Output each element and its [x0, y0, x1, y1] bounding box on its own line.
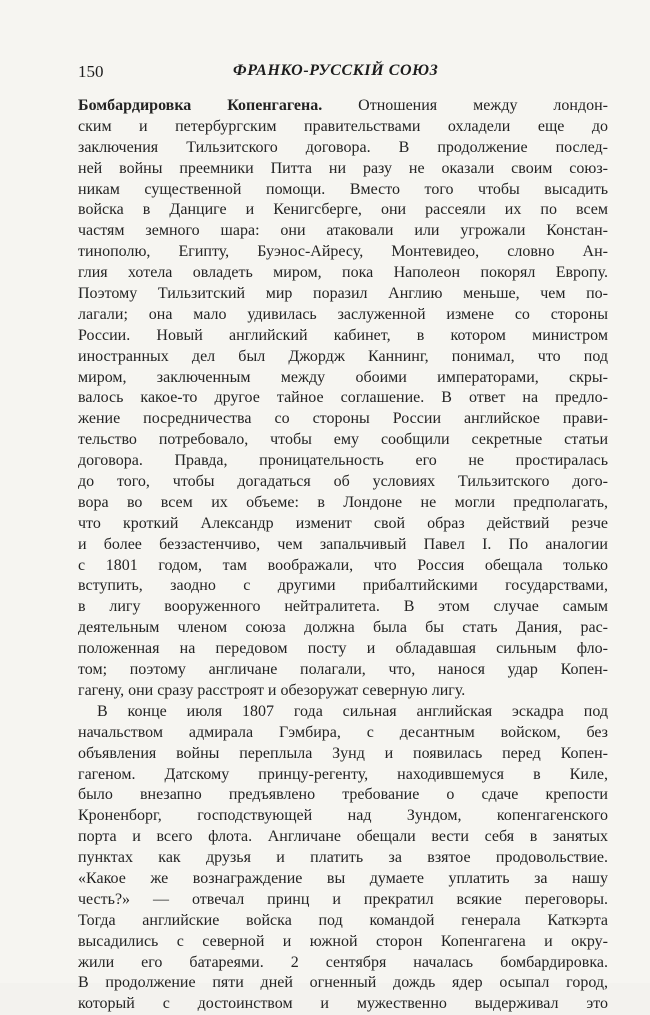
- text-line: [78, 96, 608, 117]
- text-line: который с достоинством и мужественно выдерживал это: [78, 995, 608, 1013]
- text-line: объявления войны переплыла Зунд и появилась перед Копен-: [78, 744, 608, 762]
- text-line: вступить, заодно с другими прибалтийскими государствами,: [78, 577, 608, 595]
- text-line: с 1801 годом, там воображали, что Россия обещала только: [78, 556, 608, 574]
- text-line: миром, заключенным между обоими императорами, скры-: [78, 368, 608, 386]
- text-line: ней войны преемники Питта ни разу не оказали своим союз-: [78, 159, 608, 177]
- text-line: Поэтому Тильзитский мир поразил Англию меньше, чем по-: [78, 285, 608, 303]
- text-line: в лигу вооруженного нейтралитета. В этом случае самым: [78, 598, 608, 616]
- section-heading: Бомбардировка Копенгагена.: [78, 97, 323, 114]
- text-line: до того, чтобы догадаться об условиях Тильзитского дого-: [78, 473, 608, 491]
- text-line: что кроткий Александр изменит свой образ действий резче: [78, 514, 608, 532]
- text-line: вора во всем их объеме: в Лондоне не могли предполагать,: [78, 493, 608, 511]
- text-line: Кроненборг, господствующей над Зундом, копенгагенского: [78, 807, 608, 825]
- text-line: Тогда английские войска под командой генерала Каткэрта: [78, 911, 608, 929]
- page-header: [78, 62, 608, 82]
- text-line: начальством адмирала Гэмбира, с десантным войском, без: [78, 723, 608, 741]
- text-line: тинополю, Египту, Буэнос-Айресу, Монтевидео, словно Ан-: [78, 243, 608, 261]
- running-title: ФРАНКО-РУССКІЙ СОЮЗ: [233, 62, 439, 79]
- text-line: жение посредничества со стороны России английское прави-: [78, 410, 608, 428]
- text-line: честь?» — отвечал принц и прекратил всякие переговоры.: [78, 890, 608, 908]
- text-line: «Какое же вознаграждение вы думаете уплатить за нашу: [78, 869, 608, 887]
- text-line: В конце июля 1807 года сильная английская эскадра под: [97, 702, 608, 720]
- text-line: том; поэтому англичане полагали, что, нанося удар Копен-: [78, 661, 608, 679]
- text-line: В продолжение пяти дней огненный дождь ядер осыпал город,: [78, 974, 608, 992]
- text-line-rest: Отношения между лондон-: [358, 97, 609, 114]
- text-line: тельство потребовало, чтобы ему сообщили секретные статьи: [78, 431, 608, 449]
- text-line: никам существенной помощи. Вместо того чтобы высадить: [78, 180, 608, 198]
- text-line: жили его батареями. 2 сентября началась бомбардировка.: [78, 953, 608, 971]
- text-line: войска в Данциге и Кенигсберге, они рассеяли их по всем: [78, 201, 608, 219]
- page-number: 150: [78, 62, 104, 81]
- text-line: пунктах как друзья и платить за взятое продовольствие.: [78, 849, 608, 867]
- text-line: и более беззастенчиво, чем запальчивый Павел I. По аналогии: [78, 535, 608, 553]
- text-line: валось какое-то другое тайное соглашение. В ответ на предло-: [78, 389, 608, 407]
- text-line: гагеном. Датскому принцу-регенту, находившемуся в Киле,: [78, 765, 608, 783]
- text-line: России. Новый английский кабинет, в котором министром: [78, 326, 608, 344]
- text-line: лагали; она мало удивилась заслуженной измене со стороны: [78, 305, 608, 323]
- text-line: заключения Тильзитского договора. В продолжение послед-: [78, 138, 608, 156]
- text-line: глия хотела овладеть миром, пока Наполеон покорял Европу.: [78, 264, 608, 282]
- text-line: положенная на передовом посту и обладавшая сильным фло-: [78, 640, 608, 658]
- text-line: было внезапно предъявлено требование о сдаче крепости: [78, 786, 608, 804]
- body-text: [78, 96, 608, 1015]
- text-line: ским и петербургским правительствами охладели еще до: [78, 117, 608, 135]
- text-line: договора. Правда, проницательность его не простиралась: [78, 452, 608, 470]
- text-line: иностранных дел был Джордж Каннинг, понимал, что под: [78, 347, 608, 365]
- text-line: деятельным членом союза должна была бы стать Дания, рас-: [78, 619, 608, 637]
- text-line: гагену, они сразу расстроят и обезоружат северную лигу.: [78, 681, 466, 699]
- text-line: частям земного шара: они атаковали или угрожали Констан-: [78, 222, 608, 240]
- text-line: высадились с северной и южной сторон Копенгагена и окру-: [78, 932, 608, 950]
- text-line: порта и всего флота. Англичане обещали вести себя в занятых: [78, 828, 608, 846]
